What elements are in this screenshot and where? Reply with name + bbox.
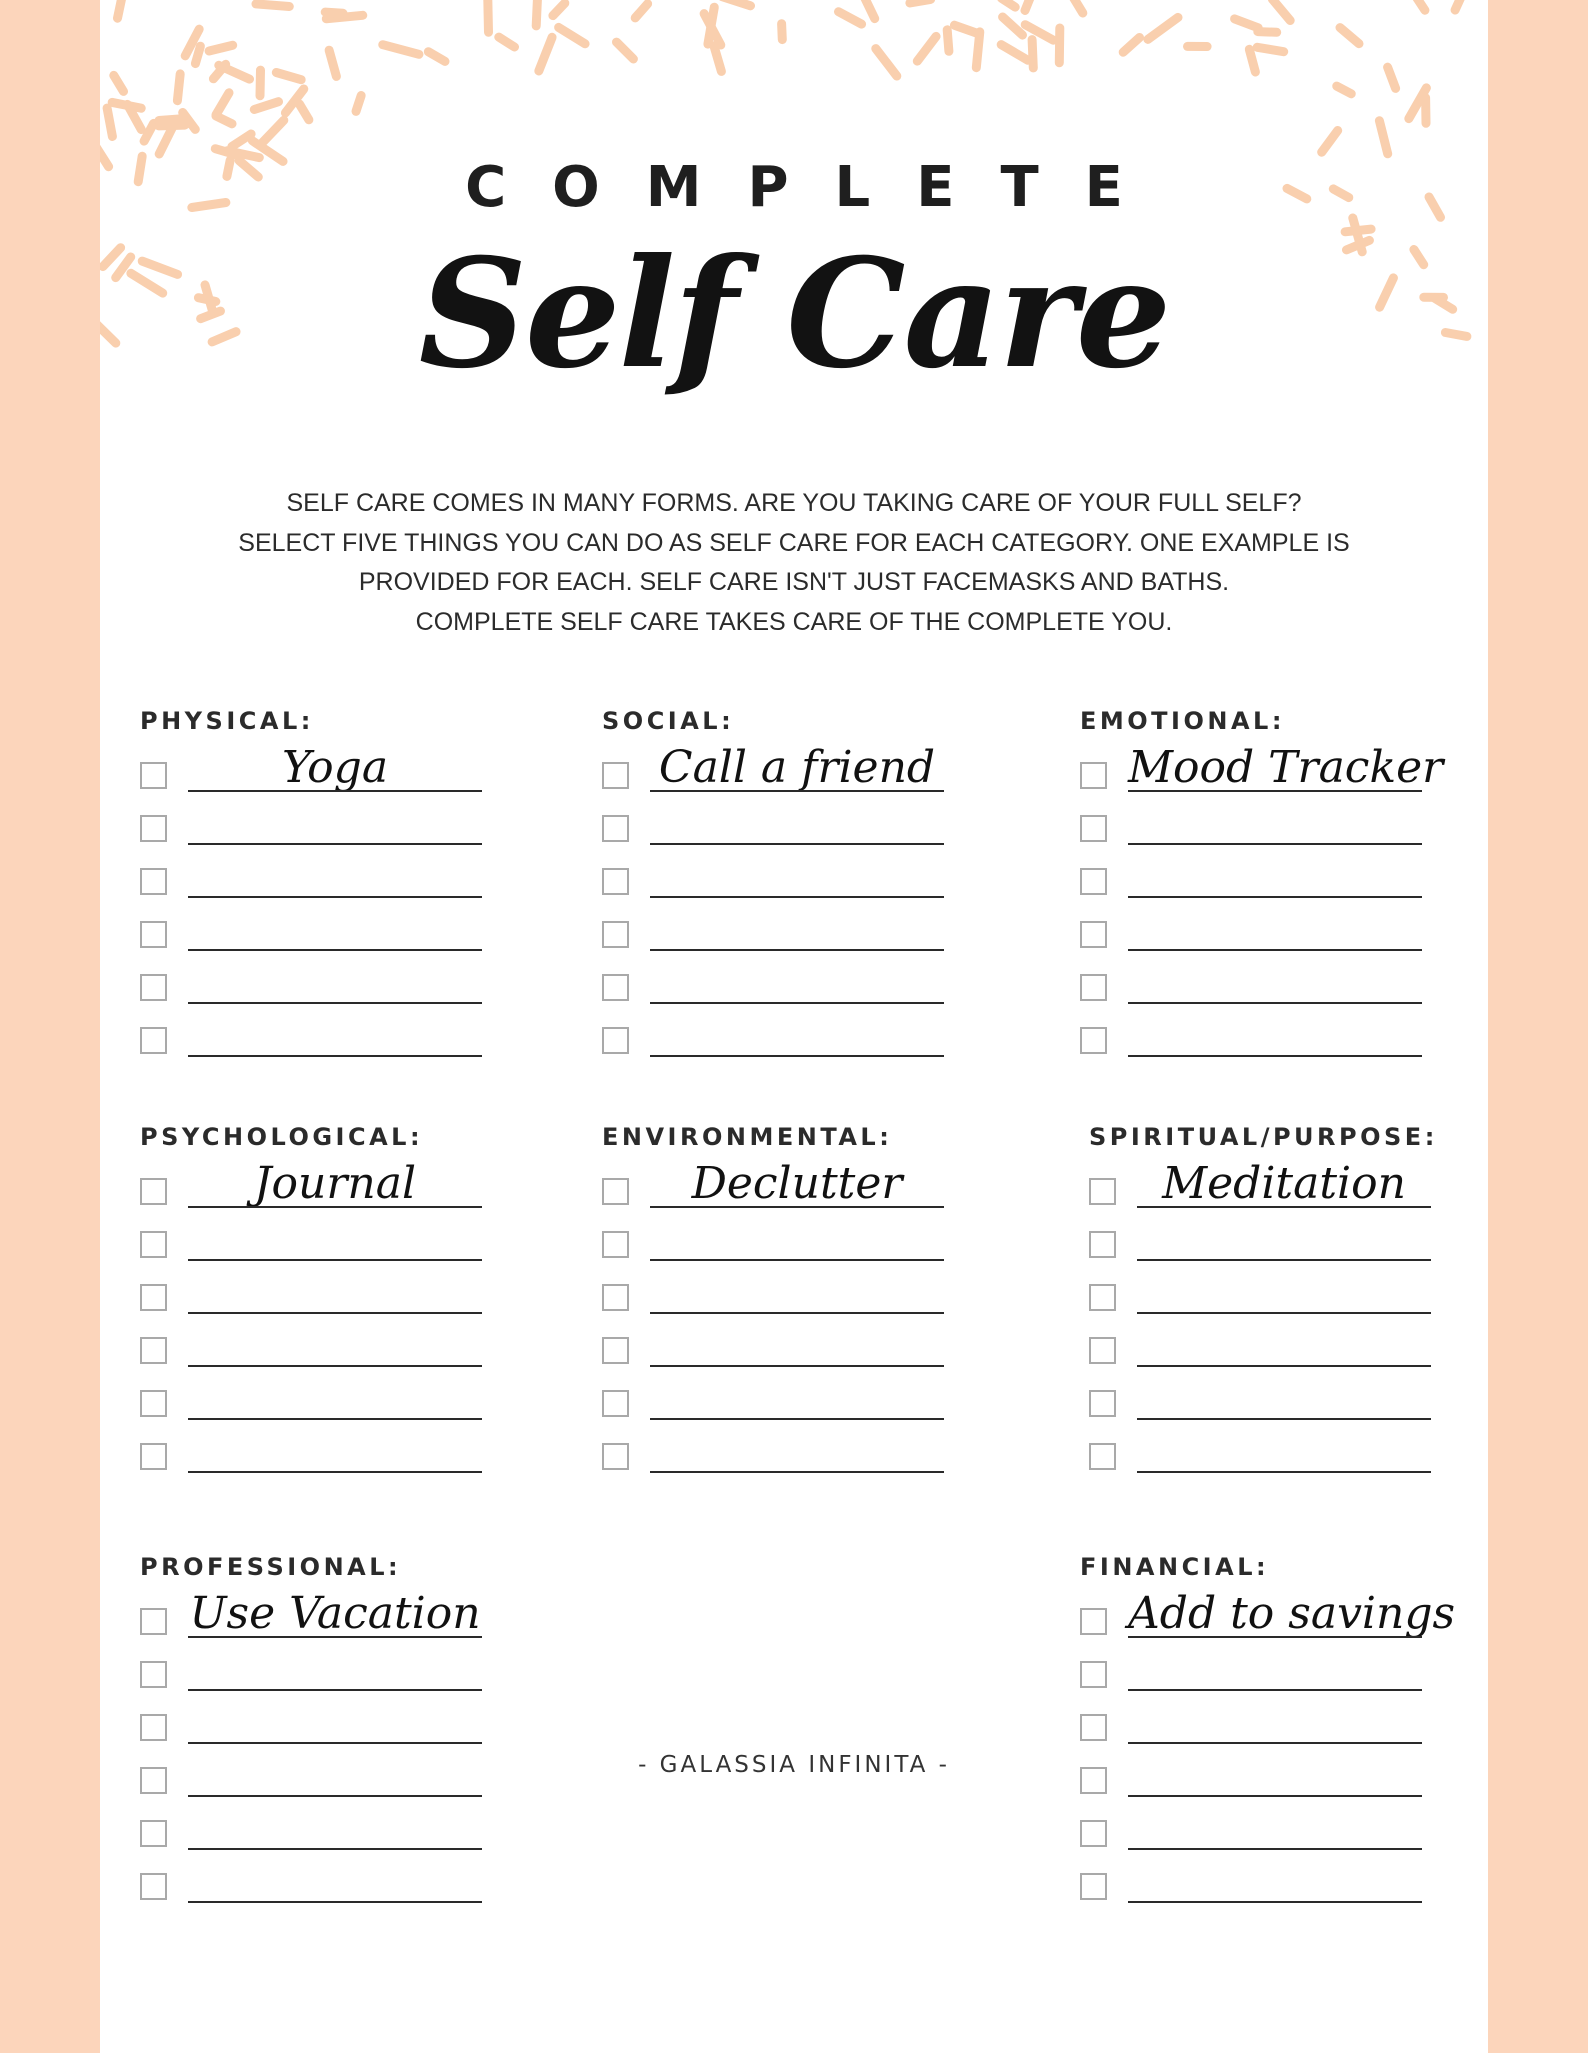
checklist-row xyxy=(1080,799,1480,852)
confetti-dash xyxy=(325,12,343,13)
write-in-line[interactable] xyxy=(650,949,944,951)
confetti-dash xyxy=(1235,19,1259,28)
checklist-row xyxy=(1080,1645,1480,1698)
title-self-care: Self Care xyxy=(418,226,1170,402)
confetti-dash xyxy=(260,70,261,96)
confetti-dash xyxy=(1272,0,1290,20)
checkbox[interactable] xyxy=(1080,1608,1107,1635)
write-in-line[interactable] xyxy=(1128,843,1422,845)
confetti-dash xyxy=(144,123,154,141)
checklist-row xyxy=(140,799,540,852)
checklist-row xyxy=(602,1215,1002,1268)
checkbox[interactable] xyxy=(1089,1443,1116,1470)
confetti-dash xyxy=(428,52,445,62)
checkbox[interactable] xyxy=(602,1231,629,1258)
checkbox[interactable] xyxy=(602,1284,629,1311)
write-in-line[interactable] xyxy=(188,1312,482,1314)
checklist-row xyxy=(140,852,540,905)
confetti-dash xyxy=(782,24,783,40)
checklist-row xyxy=(140,1698,540,1751)
write-in-line[interactable] xyxy=(188,1002,482,1004)
section-psychological xyxy=(140,1122,540,1480)
checkbox[interactable] xyxy=(140,1820,167,1847)
confetti-dash xyxy=(488,0,489,32)
checkbox[interactable] xyxy=(140,1284,167,1311)
confetti-dash xyxy=(329,50,336,76)
write-in-line[interactable] xyxy=(650,1365,944,1367)
confetti-dash xyxy=(954,25,977,33)
confetti-dash xyxy=(1388,67,1396,88)
checkbox[interactable] xyxy=(1080,1714,1107,1741)
confetti-dash xyxy=(1322,131,1338,153)
checkbox[interactable] xyxy=(1080,1027,1107,1054)
checklist-row xyxy=(140,1645,540,1698)
checkbox[interactable] xyxy=(140,1873,167,1900)
checklist-row xyxy=(1080,958,1480,1011)
write-in-line[interactable] xyxy=(188,949,482,951)
checkbox[interactable] xyxy=(602,762,629,789)
checkbox[interactable] xyxy=(602,921,629,948)
section-title: ENVIRONMENTAL: xyxy=(602,1123,893,1151)
write-in-line[interactable] xyxy=(1128,896,1422,898)
confetti-dash xyxy=(1258,32,1277,33)
confetti-dash xyxy=(617,42,634,59)
example-entry: Add to savings xyxy=(1128,1588,1456,1639)
confetti-dash xyxy=(1249,49,1255,72)
confetti-dash xyxy=(216,116,232,124)
write-in-line[interactable] xyxy=(188,1636,482,1638)
confetti-dash xyxy=(976,32,980,68)
write-in-line[interactable] xyxy=(650,1312,944,1314)
checklist-row xyxy=(602,742,1002,799)
checklist-row xyxy=(1089,1215,1488,1268)
checklist-row xyxy=(602,1011,1002,1064)
checkbox[interactable] xyxy=(1089,1231,1116,1258)
checkbox[interactable] xyxy=(1080,974,1107,1001)
checkbox[interactable] xyxy=(140,974,167,1001)
write-in-line[interactable] xyxy=(1128,1002,1422,1004)
confetti-dash xyxy=(1073,0,1083,13)
write-in-line[interactable] xyxy=(650,790,944,792)
confetti-dash xyxy=(714,46,722,72)
checklist-row xyxy=(140,1857,540,1910)
write-in-line[interactable] xyxy=(188,1901,482,1903)
checkbox[interactable] xyxy=(1080,1820,1107,1847)
confetti-dash xyxy=(299,104,309,120)
write-in-line[interactable] xyxy=(650,1206,944,1208)
checkbox[interactable] xyxy=(140,1608,167,1635)
write-in-line[interactable] xyxy=(1137,1418,1431,1420)
checkbox[interactable] xyxy=(1089,1178,1116,1205)
confetti-dash xyxy=(159,125,185,126)
confetti-dash xyxy=(256,4,289,7)
write-in-line[interactable] xyxy=(188,1055,482,1057)
checklist-row xyxy=(140,1011,540,1064)
section-financial xyxy=(1080,1552,1480,1910)
confetti-dash xyxy=(1123,38,1139,53)
section-social xyxy=(602,706,1002,1064)
checkbox[interactable] xyxy=(602,1443,629,1470)
checklist-row xyxy=(1089,1268,1488,1321)
section-title: EMOTIONAL: xyxy=(1080,707,1285,735)
checkbox[interactable] xyxy=(602,815,629,842)
section-title: FINANCIAL: xyxy=(1080,1553,1270,1581)
write-in-line[interactable] xyxy=(188,790,482,792)
checkbox[interactable] xyxy=(602,868,629,895)
checkbox[interactable] xyxy=(140,1714,167,1741)
section-professional xyxy=(140,1552,540,1910)
section-title: SPIRITUAL/PURPOSE: xyxy=(1089,1123,1438,1151)
checklist-row xyxy=(1089,1427,1488,1480)
checklist-row xyxy=(602,1427,1002,1480)
write-in-line[interactable] xyxy=(1128,1689,1422,1691)
section-title: SOCIAL: xyxy=(602,707,735,735)
confetti-dash xyxy=(260,120,284,145)
confetti-dash xyxy=(1003,17,1023,35)
checklist-row xyxy=(140,1215,540,1268)
checkbox[interactable] xyxy=(140,815,167,842)
checklist-row xyxy=(140,1427,540,1480)
section-title: PSYCHOLOGICAL: xyxy=(140,1123,424,1151)
intro-paragraph xyxy=(160,484,1428,642)
checklist-row xyxy=(602,958,1002,1011)
confetti-dash xyxy=(1379,121,1387,154)
write-in-line[interactable] xyxy=(650,1002,944,1004)
write-in-line[interactable] xyxy=(1137,1206,1431,1208)
section-emotional xyxy=(1080,706,1480,1064)
title-complete: COMPLETE xyxy=(465,155,1169,220)
checklist-row xyxy=(140,1374,540,1427)
confetti-dash xyxy=(536,0,538,26)
write-in-line[interactable] xyxy=(188,896,482,898)
write-in-line[interactable] xyxy=(188,843,482,845)
checklist-row xyxy=(1080,1804,1480,1857)
write-in-line[interactable] xyxy=(1128,1795,1422,1797)
confetti-dash xyxy=(910,0,931,3)
confetti-dash xyxy=(1455,0,1463,10)
checkbox[interactable] xyxy=(1080,1873,1107,1900)
write-in-line[interactable] xyxy=(1137,1365,1431,1367)
write-in-line[interactable] xyxy=(188,1689,482,1691)
confetti-dash xyxy=(865,0,875,19)
confetti-dash xyxy=(1032,40,1033,68)
confetti-dash xyxy=(1257,47,1284,51)
confetti-dash xyxy=(114,75,124,91)
confetti-dash xyxy=(559,27,586,43)
confetti-dash xyxy=(839,12,862,24)
confetti-dash xyxy=(876,49,897,76)
confetti-dash xyxy=(195,46,200,63)
checklist-row xyxy=(140,1588,540,1645)
write-in-line[interactable] xyxy=(650,1418,944,1420)
checklist-row xyxy=(602,1158,1002,1215)
confetti-dash xyxy=(1340,28,1359,44)
checklist-row xyxy=(602,1321,1002,1374)
worksheet-page xyxy=(100,0,1488,2053)
confetti-dash xyxy=(107,108,112,136)
section-spiritual xyxy=(1089,1122,1488,1480)
checkbox[interactable] xyxy=(602,1390,629,1417)
write-in-line[interactable] xyxy=(1128,1848,1422,1850)
checklist-row xyxy=(602,1268,1002,1321)
confetti-dash xyxy=(216,93,229,115)
write-in-line[interactable] xyxy=(1128,1636,1422,1638)
checklist-row xyxy=(1080,1857,1480,1910)
confetti-dash xyxy=(1337,86,1352,94)
intro-line: SELECT FIVE THINGS YOU CAN DO AS SELF CARE FOR EACH CATEGORY. ONE EXAMPLE IS xyxy=(238,528,1350,557)
checkbox[interactable] xyxy=(1089,1390,1116,1417)
checklist-row xyxy=(140,1268,540,1321)
checkbox[interactable] xyxy=(1080,921,1107,948)
checkbox[interactable] xyxy=(602,1178,629,1205)
checkbox[interactable] xyxy=(1080,815,1107,842)
confetti-dash xyxy=(499,37,515,47)
write-in-line[interactable] xyxy=(650,1259,944,1261)
checkbox[interactable] xyxy=(602,1337,629,1364)
confetti-dash xyxy=(917,36,936,61)
confetti-dash xyxy=(159,119,183,121)
write-in-line[interactable] xyxy=(188,1795,482,1797)
checklist-row xyxy=(140,905,540,958)
write-in-line[interactable] xyxy=(188,1418,482,1420)
write-in-line[interactable] xyxy=(1137,1259,1431,1261)
checkbox[interactable] xyxy=(1080,762,1107,789)
checkbox[interactable] xyxy=(140,1661,167,1688)
confetti-dash xyxy=(219,65,250,79)
example-entry: Use Vacation xyxy=(189,1588,481,1639)
write-in-line[interactable] xyxy=(188,1206,482,1208)
write-in-line[interactable] xyxy=(1128,1901,1422,1903)
example-entry: Mood Tracker xyxy=(1128,742,1444,793)
checklist-row xyxy=(140,742,540,799)
example-entry: Declutter xyxy=(691,1158,903,1209)
checklist-row xyxy=(140,1158,540,1215)
write-in-line[interactable] xyxy=(1128,1742,1422,1744)
checklist-row xyxy=(140,958,540,1011)
confetti-dash xyxy=(635,4,647,18)
checklist-row xyxy=(1089,1321,1488,1374)
confetti-dash xyxy=(1059,28,1060,63)
checkbox[interactable] xyxy=(140,1231,167,1258)
checklist-row xyxy=(1080,1698,1480,1751)
checkbox[interactable] xyxy=(1089,1284,1116,1311)
checkbox[interactable] xyxy=(1080,1661,1107,1688)
example-entry: Journal xyxy=(253,1158,417,1209)
confetti-dash xyxy=(539,37,552,71)
checkbox[interactable] xyxy=(602,974,629,1001)
write-in-line[interactable] xyxy=(650,1471,944,1473)
example-entry: Call a friend xyxy=(658,742,936,793)
write-in-line[interactable] xyxy=(650,1055,944,1057)
checklist-row xyxy=(1089,1158,1488,1215)
write-in-line[interactable] xyxy=(188,1259,482,1261)
example-entry: Meditation xyxy=(1162,1158,1406,1209)
confetti-dash xyxy=(177,74,180,101)
write-in-line[interactable] xyxy=(1128,1055,1422,1057)
checkbox[interactable] xyxy=(140,762,167,789)
section-environmental xyxy=(602,1122,1002,1480)
write-in-line[interactable] xyxy=(1128,949,1422,951)
confetti-dash xyxy=(722,0,750,6)
checklist-row xyxy=(1080,905,1480,958)
confetti-dash xyxy=(118,0,122,18)
confetti-dash xyxy=(232,134,251,147)
confetti-dash xyxy=(276,73,301,80)
checklist-row xyxy=(140,1321,540,1374)
write-in-line[interactable] xyxy=(1137,1312,1431,1314)
confetti-dash xyxy=(1412,0,1425,10)
confetti-dash xyxy=(383,45,419,55)
write-in-line[interactable] xyxy=(650,843,944,845)
confetti-dash xyxy=(947,30,949,52)
checkbox[interactable] xyxy=(1080,868,1107,895)
checklist-row xyxy=(1080,742,1480,799)
confetti-dash xyxy=(159,126,173,154)
write-in-line[interactable] xyxy=(188,1848,482,1850)
checkbox[interactable] xyxy=(140,1390,167,1417)
write-in-line[interactable] xyxy=(188,1471,482,1473)
checkbox[interactable] xyxy=(140,921,167,948)
write-in-line[interactable] xyxy=(188,1365,482,1367)
section-physical xyxy=(140,706,540,1064)
checklist-row xyxy=(602,799,1002,852)
checklist-row xyxy=(140,1804,540,1857)
write-in-line[interactable] xyxy=(1128,790,1422,792)
example-entry: Yoga xyxy=(281,742,389,793)
checkbox[interactable] xyxy=(140,1178,167,1205)
checkbox[interactable] xyxy=(602,1027,629,1054)
confetti-dash xyxy=(553,3,565,16)
checklist-row xyxy=(602,852,1002,905)
checklist-row xyxy=(1089,1374,1488,1427)
checkbox[interactable] xyxy=(140,1443,167,1470)
section-title: PHYSICAL: xyxy=(140,707,314,735)
write-in-line[interactable] xyxy=(1137,1471,1431,1473)
write-in-line[interactable] xyxy=(650,896,944,898)
confetti-dash xyxy=(1025,0,1033,11)
confetti-dash xyxy=(254,102,278,110)
intro-line: SELF CARE COMES IN MANY FORMS. ARE YOU TAKING CARE OF YOUR FULL SELF? xyxy=(286,489,1302,517)
confetti-dash xyxy=(209,45,233,51)
confetti-dash xyxy=(1148,17,1178,39)
checkbox[interactable] xyxy=(1089,1337,1116,1364)
checklist-row xyxy=(1080,1588,1480,1645)
checklist-row xyxy=(1080,852,1480,905)
checklist-row xyxy=(602,1374,1002,1427)
confetti-dash xyxy=(356,96,361,112)
footer-credit: - GALASSIA INFINITA - xyxy=(638,1752,950,1778)
checkbox[interactable] xyxy=(140,1337,167,1364)
checklist-row xyxy=(1080,1011,1480,1064)
intro-line: COMPLETE SELF CARE TAKES CARE OF THE COMPLETE YOU. xyxy=(415,607,1173,636)
checkbox[interactable] xyxy=(140,1027,167,1054)
write-in-line[interactable] xyxy=(188,1742,482,1744)
checklist-row xyxy=(602,905,1002,958)
confetti-dash xyxy=(1001,45,1028,61)
checkbox[interactable] xyxy=(140,868,167,895)
intro-line: PROVIDED FOR EACH. SELF CARE ISN'T JUST FACEMASKS AND BATHS. xyxy=(358,568,1230,596)
section-title: PROFESSIONAL: xyxy=(140,1553,402,1581)
confetti-dash xyxy=(1002,0,1016,7)
